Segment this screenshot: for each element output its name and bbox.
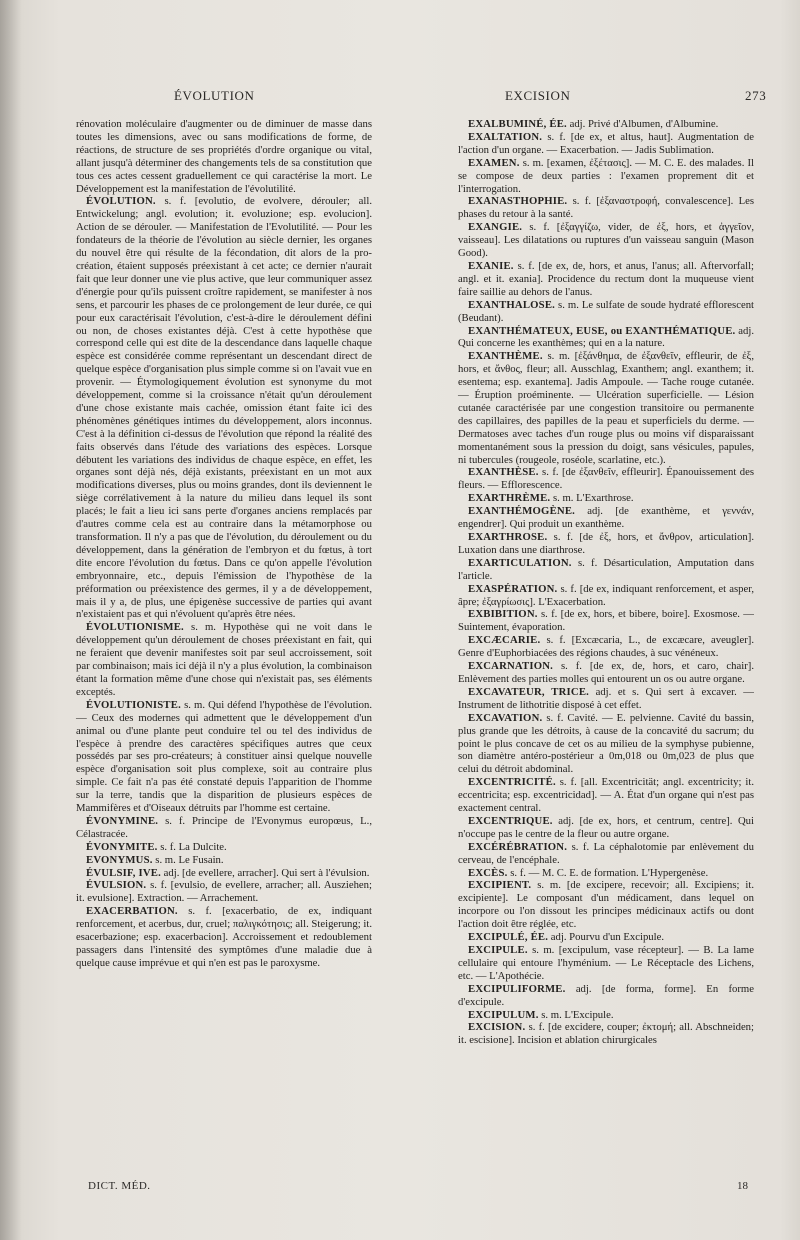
dictionary-entry bbox=[458, 157, 754, 196]
entry-definition: s. f. — M. C. E. de formation. L'Hypergenèse. bbox=[510, 866, 709, 879]
dictionary-entry bbox=[76, 867, 372, 880]
entry-definition: s. f. [evulsio, de evellere, arracher; all. Ausziehen; it. evulsione]. Extraction. — Arrachement. bbox=[76, 879, 372, 905]
entry-headword: EXCÆCARIE. bbox=[468, 634, 541, 647]
entry-definition: s. f. [de ἐξ, hors, et ἄνθρον, articulation]. Luxation dans une diarthrose. bbox=[458, 531, 754, 556]
dictionary-entry bbox=[458, 1021, 754, 1047]
entry-definition: s. f. [evolutio, de evolvere, dérouler; all. Entwickelung; angl. evolution; it. evoluzione; esp. evolucion]. Action de se dérouler. — Manifestation de l'Evolutilité. — Pour les fondateurs de la théorie de l'évolution au siècle dernier, les organes du nouvel être qui résulte de la fécondation, dit alors de la pro-création, étaient supposés préexistant à cet acte; ce dernier n'aurait fait que leur donner une vie plus active, que leur communiquer assez d'énergie pour qu'ils puissent croître rapidement, se manifester à nos sens, et parcourir les phases de ce prolongement de leur durée, ce qui pour eux caractérisait l'évolution, c'est-à-dire le déroulement défini ou non, de choses existantes déjà. C'est à cette hypothèse que correspond celle qui est dite de la descendance dans laquelle chaque espèce est considérée comme représentant un descendant direct de quelque espèce d'organisation plus simple comme si on l'avait vue en provenir. — Étymologiquement évolution est synonyme du mot développement, comme si la croissance n'était qu'un déroulement d'une chose existante mais cachée, omission étant faite ici des phénomènes génétiques intimes du développement, alors inconnus. C'est à la définition ci-dessus de l'évolution que répond la réalité des faits observés dans l'étude des variations des espèces. Lorsque débutent les variations des individus de chaque espèce, en effet, les organes sont déjà nés, déjà existants, préexistant en un mot aux modifications diverses, plus ou moins grandes, dont ils deviennent le siège corrélativement à la nature du milieu dans lequel ils sont placés; le fait a lieu ici sans perte d'organes anciens remplacés par d'autres comme cela est au contraire dans la métamorphose ou transformation. Il n'y a pas que de l'évolution, du déroulement ou du développement, dans la génération de l'embryon et du fœtus, à tort dite encore l'évolution du fœtus. Dans ce qu'on appelle l'évolution embryonnaire, etc., depuis l'émission de l'hypothèse de la préformation ou préexistence des germes, il y a de développement, mais il y a, de plus, une épigenèse successive de parties qui avant n'existaient pas et qui n'évoluent qu'après être nées. bbox=[76, 195, 372, 621]
dictionary-entry bbox=[458, 325, 754, 351]
dictionary-entry bbox=[458, 531, 754, 557]
entry-headword: EXBIBITION. bbox=[468, 608, 538, 621]
dictionary-entry bbox=[76, 841, 372, 854]
sheet-number: 18 bbox=[737, 1180, 748, 1192]
dictionary-entry bbox=[76, 854, 372, 867]
entry-definition: s. f. Désarticulation, Amputation dans l'article. bbox=[458, 556, 754, 582]
entry-definition: s. m. Le sulfate de soude hydraté efflorescent (Beudant). bbox=[458, 298, 755, 324]
entry-headword: EXCÉRÉBRATION. bbox=[468, 840, 568, 853]
dictionary-entry bbox=[458, 299, 754, 325]
entry-definition: adj. [de forma, forme]. En forme d'excipule. bbox=[458, 982, 754, 1008]
entry-definition: s. f. [Excæcaria, L., de excæcare, aveugler]. Genre d'Euphorbiacées des régions chaudes, à suc vénéneux. bbox=[458, 634, 754, 660]
dictionary-entry bbox=[458, 776, 754, 815]
entry-headword: EXARTHROSE. bbox=[468, 531, 548, 543]
dictionary-entry bbox=[458, 557, 754, 583]
entry-definition: adj. [de ex, hors, et centrum, centre]. Qui n'occupe pas le centre de la fleur ou autre organe. bbox=[458, 814, 754, 840]
dictionary-entry bbox=[76, 118, 372, 195]
entry-definition: adj. Qui concerne les exanthèmes; qui en a la nature. bbox=[458, 324, 754, 350]
entry-headword: EXARTHRÈME. bbox=[468, 492, 551, 505]
entry-definition: s. f. [de ex, de, hors, et caro, chair]. Enlèvement des parties molles qui entourent un os ou autre organe. bbox=[458, 660, 754, 685]
entry-definition: adj. Pourvu d'un Excipule. bbox=[550, 931, 665, 944]
entry-headword: EXCÈS. bbox=[468, 866, 508, 879]
dictionary-entry bbox=[458, 260, 754, 299]
entry-headword: EXANASTHOPHIE. bbox=[468, 195, 568, 208]
dictionary-entry bbox=[458, 983, 754, 1009]
right-column bbox=[458, 118, 754, 1047]
entry-definition: s. f. [all. Excentricität; angl. excentricity; it. eccentricita; esp. excentricidad]. — A. État d'un organe qui n'est pas exactement central. bbox=[458, 776, 754, 815]
entry-definition: s. m. [ἐξάνθημα, de ἐξανθεῖν, effleurir, de ἐξ, hors, et ἄνθος, fleur; all. Ausschlag, Exanthem; angl. exanthem; it. esentema; esp. exantema]. Jadis Ampoule. — Tache rouge cutanée. — Éruption proéminente. — Ulcération superficielle. — Lésion cutanée caractérisée par une congestion transitoire ou permanente des capillaires, des papilles de la peau et superficiels du derme. — Dermatoses avec taches d'un rouge plus ou moins vif disparaissant momentanément sous la pression du doigt, sans vésicules, papules, ni tubercules (rougeole, roséole, scarlatine, etc.). bbox=[458, 350, 754, 466]
entry-headword: EXAMEN. bbox=[468, 156, 520, 169]
dictionary-entry bbox=[458, 660, 754, 686]
entry-headword: EXANTHÈSE. bbox=[468, 466, 539, 479]
entry-definition: s. m. [de excipere, recevoir; all. Excipiens; it. excipiente]. Le composant d'un médicament, dans lequel on incorpore ou l'on dissout les principes médicinaux actifs ou dont l'action doit être réglée, etc. bbox=[458, 879, 754, 931]
entry-definition: adj. [de evellere, arracher]. Qui sert à l'évulsion. bbox=[163, 866, 370, 879]
entry-headword: EXCIPULIFORME. bbox=[468, 982, 566, 995]
dictionary-entry bbox=[458, 1009, 754, 1022]
dictionary-entry bbox=[458, 712, 754, 777]
dictionary-entry bbox=[458, 505, 754, 531]
entry-definition: adj. Privé d'Albumen, d'Albumine. bbox=[569, 118, 719, 130]
entry-headword: EXALTATION. bbox=[468, 130, 543, 143]
dictionary-entry bbox=[76, 621, 372, 698]
entry-headword: EXCIPULE. bbox=[468, 944, 528, 956]
entry-definition: s. m. [examen, ἐξέτασις]. — M. C. E. des malades. Il se compose de deux parties : l'examen proprement dit et l'interrogation. bbox=[458, 156, 755, 195]
entry-headword: EXCISION. bbox=[468, 1021, 526, 1034]
right-running-title: EXCISION bbox=[505, 88, 571, 103]
entry-definition: adj. [de exanthème, et γεννάν, engendrer]. Qui produit un exanthème. bbox=[458, 505, 754, 531]
page-number: 273 bbox=[745, 88, 767, 103]
entry-headword: EXCIPULÉ, ÉE. bbox=[468, 931, 549, 944]
running-header bbox=[0, 88, 800, 108]
dictionary-entry bbox=[458, 879, 754, 931]
dictionary-entry bbox=[76, 905, 372, 970]
entry-headword: EXCARNATION. bbox=[468, 660, 554, 673]
left-running-title: ÉVOLUTION bbox=[174, 88, 255, 103]
entry-headword: EXANGIE. bbox=[468, 221, 523, 234]
entry-definition: s. f. [ἐξαναστροφή, convalescence]. Les phases du retour à la santé. bbox=[458, 195, 754, 221]
dictionary-entry bbox=[458, 131, 754, 157]
entry-definition: s. f. [ἐξαγγίζω, vider, de ἐξ, hors, et ἀγγεῖον, vaisseau]. Les dilatations ou ruptures d'un vaisseau sanguin (Mason Good). bbox=[458, 221, 754, 260]
dictionary-entry bbox=[458, 195, 754, 221]
entry-headword: EXASPÉRATION. bbox=[468, 582, 558, 595]
entry-definition: adj. et s. Qui sert à excaver. — Instrument de lithotritie disposé à cet effet. bbox=[458, 685, 754, 711]
entry-headword: EXANTHÉMATEUX, EUSE, ou EXANTHÉMATIQUE. bbox=[468, 324, 736, 337]
entry-definition: s. m. Le Fusain. bbox=[155, 853, 224, 866]
entry-headword: EXALBUMINÉ, ÉE. bbox=[468, 118, 567, 130]
entry-definition: s. m. [excipulum, vase récepteur]. — B. La lame cellulaire qui entoure l'hyménium. — Le Réceptacle des Lichens, etc. — L'Apothécie. bbox=[458, 944, 754, 982]
entry-definition: s. f. La céphalotomie par enlèvement du cerveau, de l'encéphale. bbox=[458, 840, 754, 866]
entry-headword: EXANTHÉMOGÈNE. bbox=[468, 505, 576, 518]
dictionary-entry bbox=[458, 350, 754, 466]
dictionary-entry bbox=[458, 492, 754, 505]
dictionary-entry bbox=[458, 944, 754, 983]
printer-signature: DICT. MÉD. bbox=[88, 1180, 151, 1192]
binding-shadow bbox=[0, 0, 22, 1240]
entry-headword: EXCAVATION. bbox=[468, 711, 543, 724]
entry-definition: s. f. La Dulcite. bbox=[160, 840, 227, 853]
entry-headword: EXARTICULATION. bbox=[468, 556, 572, 569]
entry-headword: ÉVONYMITE. bbox=[86, 840, 158, 853]
entry-definition: s. f. [de ex, et altus, haut]. Augmentation de l'action d'un organe. — Exacerbation. — Jadis Sublimation. bbox=[458, 130, 755, 156]
dictionary-entry bbox=[458, 221, 754, 260]
entry-definition: s. f. [de excidere, couper; ἐκτομή; all. Abschneiden; it. escisione]. Incision et ablation chirurgicales bbox=[458, 1021, 754, 1047]
entry-headword: ÉVULSIF, IVE. bbox=[86, 866, 161, 879]
entry-definition: s. m. Qui défend l'hypothèse de l'évolution. — Ceux des modernes qui admettent que le développement d'un animal ou d'une plante peut conduire tel ou tel des individus de l'espèce à prendre des caractères spécifiques autres que ceux possédés par ses pro-créateurs; à constituer ainsi quelque nouvelle espèce d'organisation soit plus complexe, soit au contraire plus simple. Ce fait n'a pas été constaté depuis l'apparition de l'homme sur la terre, tandis que la disparition de plusieurs espèces de Mammifères et d'Oiseaux détruits par l'homme est certaine. bbox=[76, 698, 372, 815]
dictionary-entry bbox=[458, 583, 754, 609]
entry-definition: s. m. L'Excipule. bbox=[541, 1008, 614, 1021]
entry-definition: s. f. [exacerbatio, de ex, indiquant renforcement, et acerbus, dur, cruel; παλιγκότησις; all. Steigerung; it. esacerbazione; esp. exacerbacion]. Accroissement et redoublement passagers dans l'intensité des symptômes d'une maladie due à quelque cause imprévue et qui n'en est pas le paroxysme. bbox=[76, 905, 373, 969]
dictionary-entry bbox=[76, 699, 372, 815]
entry-definition: s. f. [de ex, de, hors, et anus, l'anus; all. Aftervorfall; angl. et it. exania]. Procidence du rectum dont la muqueuse vient faire saillie au dehors de l'anus. bbox=[458, 259, 755, 298]
entry-definition: s. f. Principe de l'Evonymus europœus, L., Célastracée. bbox=[76, 814, 373, 840]
entry-headword: EXCENTRICITÉ. bbox=[468, 776, 556, 789]
dictionary-entry bbox=[458, 608, 754, 634]
entry-headword: EXCENTRIQUE. bbox=[468, 814, 553, 827]
entry-headword: ÉVONYMINE. bbox=[86, 814, 159, 827]
dictionary-entry bbox=[458, 466, 754, 492]
dictionary-entry bbox=[458, 118, 754, 131]
entry-headword: ÉVOLUTIONISTE. bbox=[86, 698, 181, 711]
dictionary-entry bbox=[76, 815, 372, 841]
entry-headword: EXCAVATEUR, TRICE. bbox=[468, 685, 590, 698]
dictionary-entry bbox=[458, 815, 754, 841]
entry-definition: s. f. [de ex, hors, et bibere, boire]. Exosmose. — Suintement, évaporation. bbox=[458, 608, 754, 634]
entry-headword: EXCIPIENT. bbox=[468, 879, 532, 892]
entry-definition: s. m. Hypothèse qui ne voit dans le développement qu'un déroulement de choses préexistant en fait, qui ne feraient que devenir manifestes soit par seul accroissement, soit par combinaison; mais ici déjà il n'y a plus évolution, la combinaison étant la formation même d'une chose qui n'existait pas, ses éléments exceptés. bbox=[76, 621, 373, 698]
entry-definition: s. f. [de ἐξανθεῖν, effleurir]. Épanouissement des fleurs. — Efflorescence. bbox=[458, 466, 754, 492]
entry-headword: ÉVULSION. bbox=[86, 879, 147, 892]
dictionary-entry bbox=[458, 867, 754, 880]
entry-headword: ÉVOLUTIONISME. bbox=[86, 621, 184, 634]
entry-headword: EXANTHALOSE. bbox=[468, 298, 556, 311]
dictionary-entry bbox=[458, 931, 754, 944]
entry-headword: EXCIPULUM. bbox=[468, 1008, 539, 1021]
entry-headword: ÉVOLUTION. bbox=[86, 195, 156, 208]
entry-definition: s. f. [de ex, indiquant renforcement, et asper, âpre; ἐξαγρίωσις]. L'Exacerbation. bbox=[458, 582, 754, 608]
entry-definition: rénovation moléculaire d'augmenter ou de diminuer de masse dans toutes les dimensions, avec ou sans modifications de forme, de réactions, de structure de ses propriétés d'ordre organique ou vital, allant jusqu'à déterminer des changements tels de sa constitution que tous ces actes cessent graduellement ce qui caractérise la mort. Le Développement est la manifestation de l'évolutilité. bbox=[76, 118, 372, 195]
left-column bbox=[76, 118, 372, 970]
dictionary-entry bbox=[76, 879, 372, 905]
entry-headword: EVONYMUS. bbox=[86, 853, 153, 866]
entry-headword: EXANIE. bbox=[468, 259, 514, 272]
entry-headword: EXANTHÈME. bbox=[468, 350, 543, 363]
entry-headword: EXACERBATION. bbox=[86, 905, 178, 918]
dictionary-entry bbox=[458, 841, 754, 867]
entry-definition: s. m. L'Exarthrose. bbox=[552, 492, 634, 505]
dictionary-entry bbox=[76, 195, 372, 621]
entry-definition: s. f. Cavité. — E. pelvienne. Cavité du bassin, plus grande que les détroits, à cause de la concavité du sacrum; du point le plus concave de cet os au milieu de la symphyse pubienne, son diamètre antéro-postérieur a 0m,018 ou 0m,023 de plus que celui du détroit abdominal. bbox=[458, 711, 755, 776]
dictionary-entry bbox=[458, 634, 754, 660]
dictionary-entry bbox=[458, 686, 754, 712]
